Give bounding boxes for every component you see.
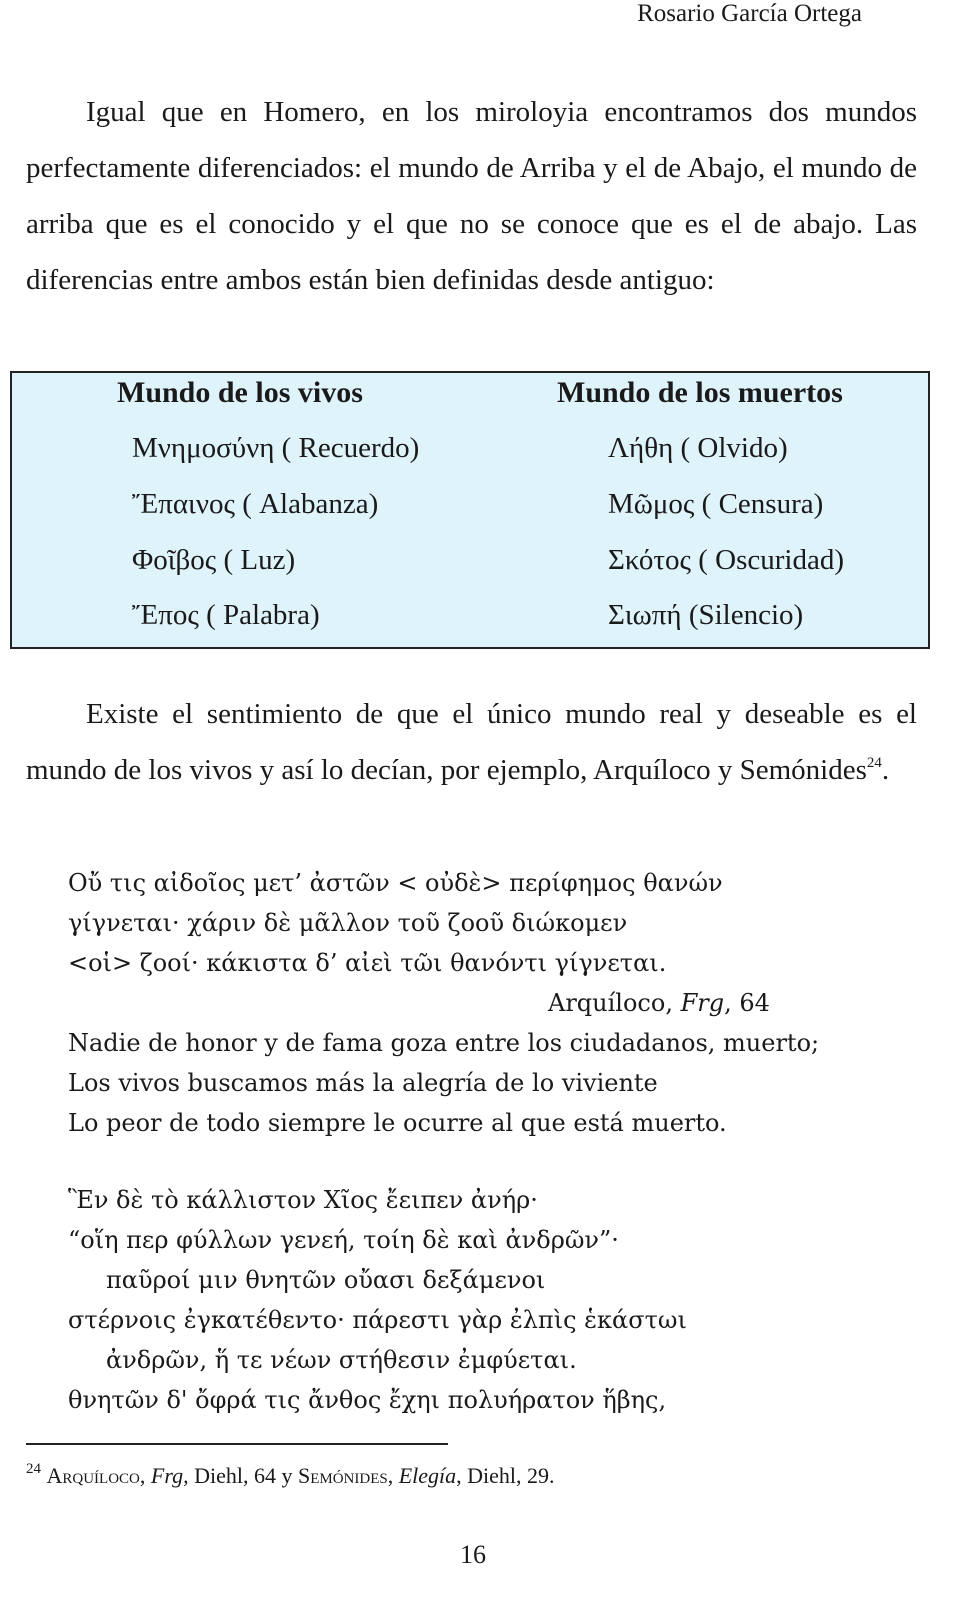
paragraph-intro	[26, 84, 917, 308]
translation-line: Los vivos buscamos más la alegría de lo viviente	[68, 1069, 658, 1097]
table-header-vivos: Mundo de los vivos	[117, 376, 363, 409]
verse-line: Ἓν δὲ τὸ κάλλιστον Χῖος ἔειπεν ἀνήρ·	[68, 1186, 538, 1214]
quote-attribution: Arquíloco, Frg, 64	[548, 989, 770, 1017]
translation-line: Lo peor de todo siempre le ocurre al que está muerto.	[68, 1109, 727, 1137]
table-cell: Μνημοσύνη ( Recuerdo)	[132, 432, 420, 464]
paragraph-intro-text: Igual que en Homero, en los miroloyia encontramos dos mundos perfectamente diferenciados: el mundo de Arriba y el de Abajo, el mundo de arriba que es el conocido y el que no se conoce que es el de abajo. Las diferencias entre ambos están bien definidas desde antiguo:	[26, 96, 917, 296]
page-number: 16	[460, 1540, 486, 1569]
paragraph-existe: Existe el sentimiento de que el único mundo real y deseable es el mundo de los vivos y así lo decían, por ejemplo, Arquíloco y Semónides$^{24}$.	[26, 698, 917, 786]
quote-archilochus	[68, 863, 819, 1143]
translation-line: Nadie de honor y de fama goza entre los ciudadanos, muerto;	[68, 1029, 820, 1057]
footnote-divider	[26, 1443, 448, 1445]
table-cell: Μῶμος ( Censura)	[608, 488, 824, 520]
table-cell: Λήθη ( Olvido)	[608, 432, 788, 464]
quote-semonides	[68, 1180, 687, 1420]
comparison-table	[10, 371, 930, 649]
verse-line: ἀνδρῶν, ἥ τε νέων στήθεσιν ἐμφύεται.	[106, 1346, 577, 1374]
footnote: $^{24}$ Arquíloco, Frg, Diehl, 64 y Semónides, Elegía, Diehl, 29.	[26, 1461, 555, 1488]
paragraph-existe-text: Existe el sentimiento de que el único mundo real y deseable es el mundo de los vivos y así lo decían, por ejemplo, Arquíloco y Semónides	[26, 698, 917, 786]
verse-line: παῦροί μιν θνητῶν οὔασι δεξάμενοι	[106, 1266, 546, 1294]
table-cell: Φοῖβος ( Luz)	[132, 544, 296, 576]
verse-line: <οἱ> ζοοί· κάκιστα δ’ αἰεὶ τῶι θανόντι γίγνεται.	[68, 949, 667, 977]
table-cell: Σιωπή (Silencio)	[608, 599, 804, 631]
running-header: Rosario García Ortega	[637, 0, 862, 27]
verse-line: στέρνοις ἐγκατέθεντο· πάρεστι γὰρ ἐλπὶς ἑκάστωι	[68, 1306, 687, 1334]
table-cell: Ἔπαινος ( Alabanza)	[132, 488, 379, 520]
footnote-ref[interactable]: 24	[866, 755, 882, 771]
verse-line: Οὔ τις αἰδοῖος μετ’ ἀστῶν < οὐδὲ> περίφημος θανών	[68, 869, 723, 897]
verse-line: θνητῶν δ' ὄφρά τις ἄνθος ἔχηι πολυήρατον ἥβης,	[68, 1386, 667, 1414]
table-cell: Σκότος ( Oscuridad)	[608, 544, 844, 576]
table-header-muertos: Mundo de los muertos	[557, 376, 843, 409]
table-cell: Ἔπος ( Palabra)	[132, 599, 320, 631]
verse-line: “οἵη περ φύλλων γενεή, τοίη δὲ καὶ ἀνδρῶν”·	[68, 1226, 619, 1254]
footnote-number: 24	[26, 1461, 41, 1477]
verse-line: γίγνεται· χάριν δὲ μᾶλλον τοῦ ζοοῦ διώκομεν	[68, 909, 628, 937]
